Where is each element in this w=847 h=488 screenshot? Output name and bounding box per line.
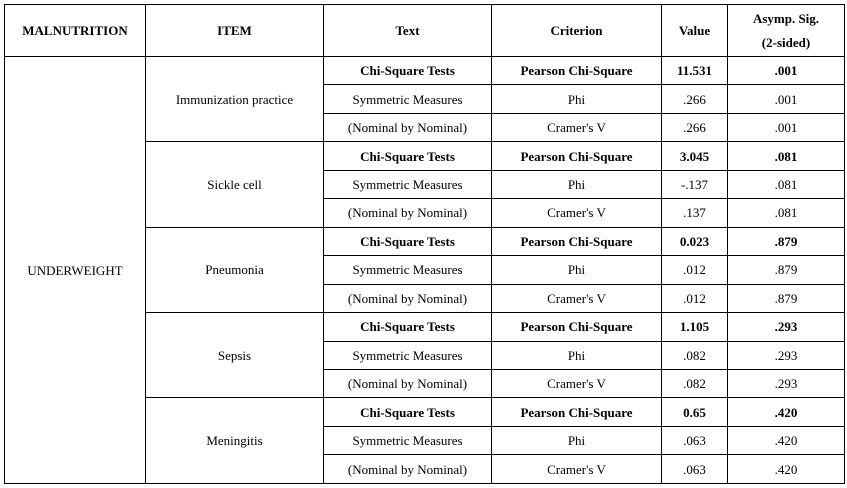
item-cell: Sepsis xyxy=(146,313,324,398)
value-cell: 1.105 xyxy=(662,313,728,341)
value-cell: .012 xyxy=(662,256,728,284)
text-cell: Symmetric Measures xyxy=(324,85,492,113)
text-cell: (Nominal by Nominal) xyxy=(324,113,492,141)
asymp-sig-cell: .879 xyxy=(728,256,845,284)
asymp-sig-cell: .293 xyxy=(728,313,845,341)
value-cell: .137 xyxy=(662,199,728,227)
text-cell: Chi-Square Tests xyxy=(324,398,492,426)
text-cell: Chi-Square Tests xyxy=(324,313,492,341)
table-body xyxy=(5,57,845,484)
value-cell: 3.045 xyxy=(662,142,728,170)
text-cell: Chi-Square Tests xyxy=(324,57,492,85)
criterion-cell: Phi xyxy=(492,170,662,198)
criterion-cell: Cramer's V xyxy=(492,199,662,227)
header-malnutrition: MALNUTRITION xyxy=(5,5,146,57)
item-cell: Pneumonia xyxy=(146,227,324,312)
text-cell: Chi-Square Tests xyxy=(324,142,492,170)
asymp-sig-cell: .001 xyxy=(728,113,845,141)
value-cell: .266 xyxy=(662,113,728,141)
criterion-cell: Cramer's V xyxy=(492,113,662,141)
asymp-sig-cell: .420 xyxy=(728,455,845,484)
criterion-cell: Phi xyxy=(492,85,662,113)
header-text: Text xyxy=(324,5,492,57)
value-cell: 11.531 xyxy=(662,57,728,85)
value-cell: .063 xyxy=(662,455,728,484)
asymp-sig-cell: .001 xyxy=(728,85,845,113)
header-asymp-sig-line1: Asymp. Sig. xyxy=(752,10,820,26)
value-cell: 0.65 xyxy=(662,398,728,426)
asymp-sig-cell: .081 xyxy=(728,170,845,198)
criterion-cell: Cramer's V xyxy=(492,455,662,484)
asymp-sig-cell: .081 xyxy=(728,142,845,170)
text-cell: Symmetric Measures xyxy=(324,341,492,369)
chi-square-results-table xyxy=(4,4,845,484)
criterion-cell: Phi xyxy=(492,256,662,284)
text-cell: Symmetric Measures xyxy=(324,256,492,284)
header-asymp-sig-line2: (2-sided) xyxy=(761,34,811,50)
text-cell: Chi-Square Tests xyxy=(324,227,492,255)
criterion-cell: Pearson Chi-Square xyxy=(492,227,662,255)
value-cell: .063 xyxy=(662,426,728,454)
asymp-sig-cell: .081 xyxy=(728,199,845,227)
header-criterion: Criterion xyxy=(492,5,662,57)
table-row xyxy=(5,57,845,85)
criterion-cell: Phi xyxy=(492,341,662,369)
asymp-sig-cell: .293 xyxy=(728,341,845,369)
asymp-sig-cell: .879 xyxy=(728,284,845,312)
text-cell: Symmetric Measures xyxy=(324,426,492,454)
criterion-cell: Pearson Chi-Square xyxy=(492,313,662,341)
text-cell: Symmetric Measures xyxy=(324,170,492,198)
header-value: Value xyxy=(662,5,728,57)
value-cell: .012 xyxy=(662,284,728,312)
text-cell: (Nominal by Nominal) xyxy=(324,199,492,227)
value-cell: -.137 xyxy=(662,170,728,198)
value-cell: 0.023 xyxy=(662,227,728,255)
header-item: ITEM xyxy=(146,5,324,57)
criterion-cell: Pearson Chi-Square xyxy=(492,142,662,170)
value-cell: .266 xyxy=(662,85,728,113)
value-cell: .082 xyxy=(662,369,728,397)
item-cell: Sickle cell xyxy=(146,142,324,227)
text-cell: (Nominal by Nominal) xyxy=(324,369,492,397)
asymp-sig-cell: .293 xyxy=(728,369,845,397)
malnutrition-category-cell: UNDERWEIGHT xyxy=(5,57,146,484)
criterion-cell: Pearson Chi-Square xyxy=(492,57,662,85)
item-cell: Immunization practice xyxy=(146,57,324,142)
header-asymp-sig xyxy=(728,5,845,57)
asymp-sig-cell: .001 xyxy=(728,57,845,85)
value-cell: .082 xyxy=(662,341,728,369)
criterion-cell: Cramer's V xyxy=(492,369,662,397)
criterion-cell: Pearson Chi-Square xyxy=(492,398,662,426)
asymp-sig-cell: .879 xyxy=(728,227,845,255)
text-cell: (Nominal by Nominal) xyxy=(324,284,492,312)
text-cell: (Nominal by Nominal) xyxy=(324,455,492,484)
criterion-cell: Cramer's V xyxy=(492,284,662,312)
item-cell: Meningitis xyxy=(146,398,324,484)
header-row xyxy=(5,5,845,57)
criterion-cell: Phi xyxy=(492,426,662,454)
asymp-sig-cell: .420 xyxy=(728,426,845,454)
asymp-sig-cell: .420 xyxy=(728,398,845,426)
